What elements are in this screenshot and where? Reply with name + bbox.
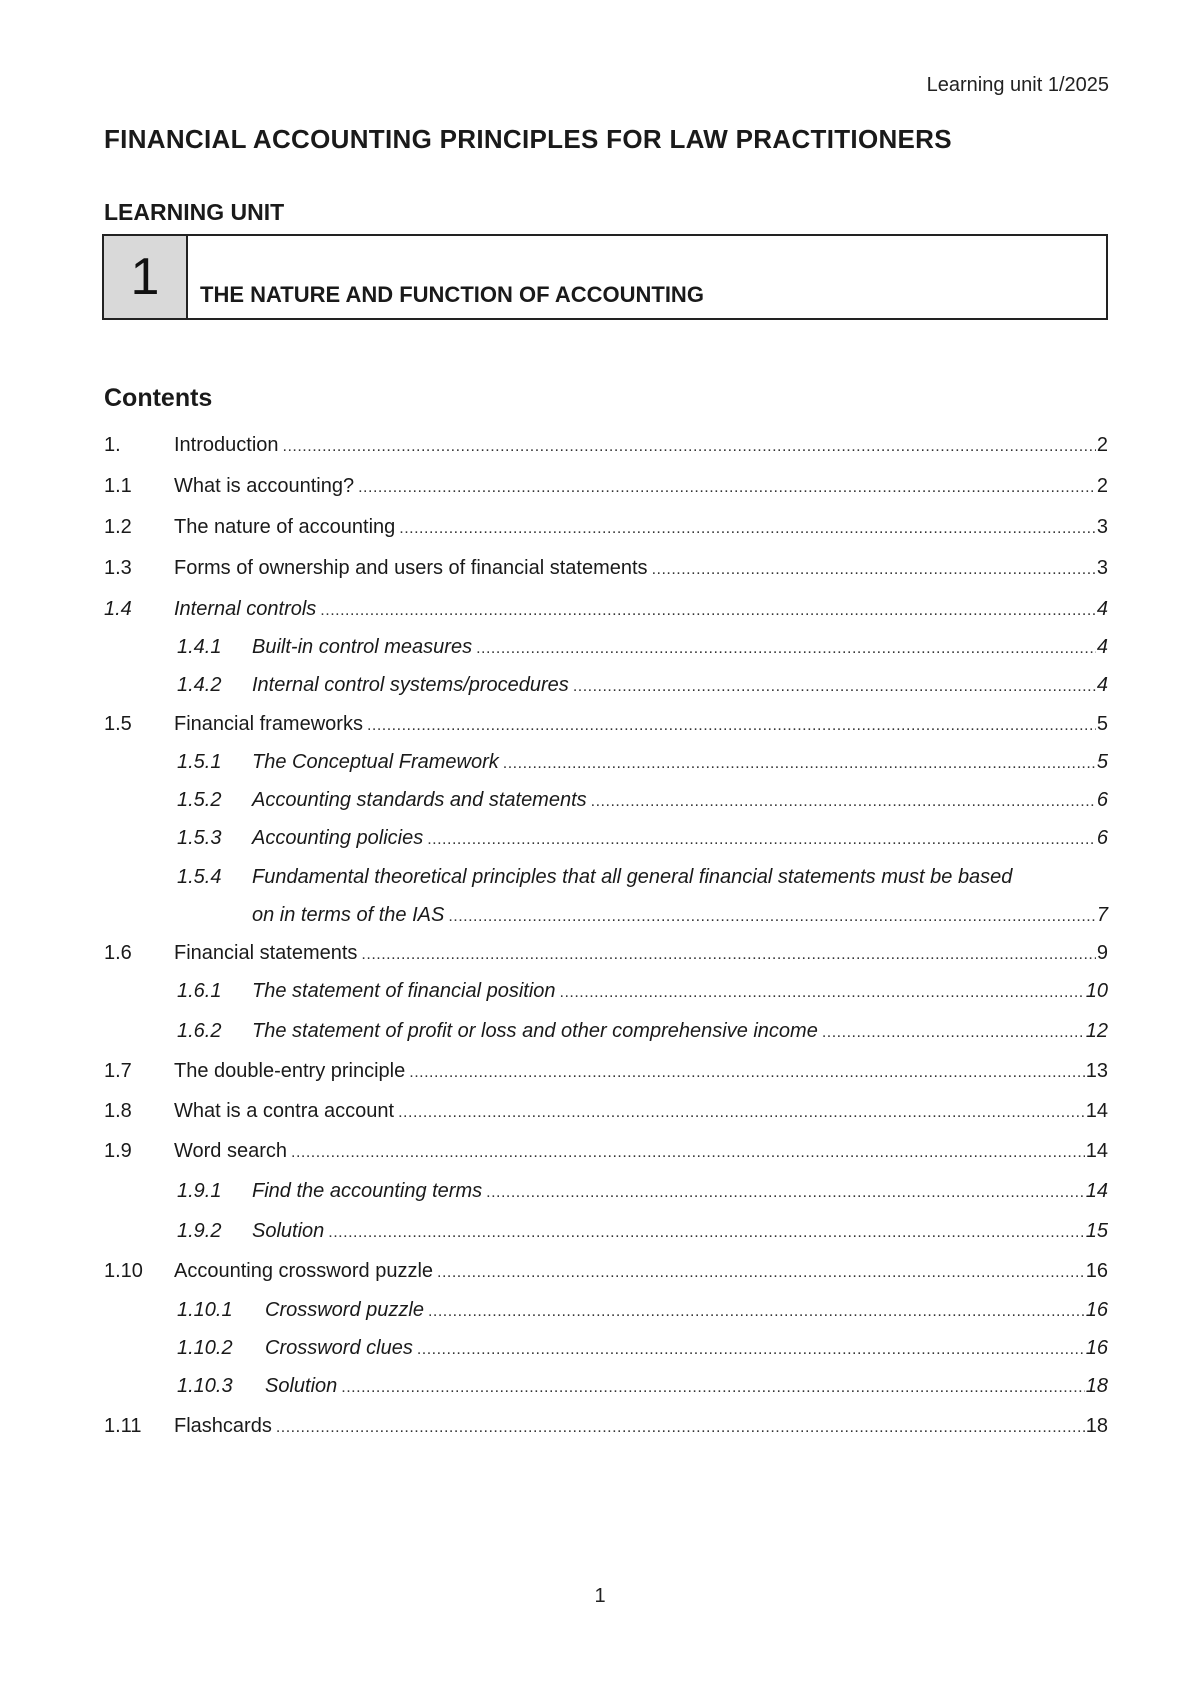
toc-number: 1.2: [104, 516, 132, 538]
toc-title: Fundamental theoretical principles that all general financial statements must be based: [252, 866, 1013, 888]
dot-leader: [417, 1335, 1085, 1365]
toc-page: 16: [1085, 1260, 1108, 1282]
toc-title: Flashcards: [174, 1415, 272, 1437]
toc-number: 1.8: [104, 1100, 132, 1122]
toc-entry[interactable]: [104, 594, 1108, 624]
toc-page: 6: [1096, 789, 1108, 811]
toc-entry[interactable]: [104, 670, 1108, 700]
toc-entry[interactable]: [104, 1056, 1108, 1086]
toc-number: 1.: [104, 434, 121, 456]
running-header: Learning unit 1/2025: [926, 74, 1109, 96]
toc-title: Introduction: [174, 434, 279, 456]
dot-leader: [560, 978, 1085, 1008]
document-title: FINANCIAL ACCOUNTING PRINCIPLES FOR LAW PRACTITIONERS: [104, 124, 952, 154]
toc-number: 1.7: [104, 1060, 132, 1082]
dot-leader: [476, 634, 1096, 664]
toc-number: 1.6: [104, 942, 132, 964]
toc-entry[interactable]: [104, 1016, 1108, 1046]
toc-entry[interactable]: [104, 1295, 1108, 1325]
toc-page: 3: [1096, 557, 1108, 579]
dot-leader: [652, 555, 1096, 585]
toc-page: 16: [1085, 1299, 1108, 1321]
toc-entry[interactable]: [104, 1176, 1108, 1206]
toc-number: 1.3: [104, 557, 132, 579]
toc-entry[interactable]: [104, 862, 1108, 930]
toc-number: 1.9.1: [177, 1180, 222, 1202]
toc-page: 4: [1096, 636, 1108, 658]
toc-page: 2: [1096, 434, 1108, 456]
toc-page: 7: [1096, 904, 1108, 926]
toc-title: Word search: [174, 1140, 288, 1162]
page-number: 1: [594, 1585, 606, 1607]
dot-leader: [428, 1297, 1085, 1327]
toc-title: Forms of ownership and users of financial statements: [174, 557, 648, 579]
toc-title: Financial frameworks: [174, 713, 363, 735]
toc-title: Solution: [252, 1220, 325, 1242]
toc-number: 1.4.1: [177, 636, 222, 658]
toc-entry[interactable]: [104, 1411, 1108, 1441]
learning-unit-box: [102, 234, 1108, 320]
dot-leader: [328, 1218, 1084, 1248]
toc-page: 9: [1096, 942, 1108, 964]
toc-number: 1.10: [104, 1260, 143, 1282]
toc-title: Find the accounting terms: [252, 1180, 483, 1202]
toc-entry[interactable]: [104, 747, 1108, 777]
toc-entry[interactable]: [104, 785, 1108, 815]
dot-leader: [320, 596, 1096, 626]
toc-number: 1.4: [104, 598, 132, 620]
dot-leader: [276, 1413, 1085, 1443]
toc-number: 1.9: [104, 1140, 132, 1162]
dot-leader: [437, 1258, 1085, 1288]
toc-title: Internal control systems/procedures: [252, 674, 569, 696]
toc-page: 5: [1096, 713, 1108, 735]
toc-title: Internal controls: [174, 598, 317, 620]
toc-entry[interactable]: [104, 512, 1108, 542]
toc-page: 14: [1085, 1180, 1108, 1202]
toc-page: 15: [1085, 1220, 1108, 1242]
dot-leader: [341, 1373, 1084, 1403]
toc-entry[interactable]: [104, 430, 1108, 460]
dot-leader: [591, 787, 1096, 817]
toc-title: The nature of accounting: [174, 516, 396, 538]
toc-page: 14: [1085, 1140, 1108, 1162]
toc-title: Crossword puzzle: [265, 1299, 424, 1321]
toc-page: 4: [1096, 598, 1108, 620]
dot-leader: [367, 711, 1096, 741]
toc-page: 10: [1085, 980, 1108, 1002]
toc-number: 1.5.1: [177, 751, 222, 773]
toc-number: 1.1: [104, 475, 132, 497]
toc-title: The double-entry principle: [174, 1060, 406, 1082]
toc-page: 18: [1085, 1415, 1108, 1437]
dot-leader: [283, 432, 1096, 462]
toc-title: The statement of financial position: [252, 980, 556, 1002]
dot-leader: [358, 473, 1096, 503]
dot-leader: [291, 1138, 1085, 1168]
toc-entry[interactable]: [104, 709, 1108, 739]
toc-entry[interactable]: [104, 976, 1108, 1006]
toc-number: 1.6.1: [177, 980, 222, 1002]
toc-entry[interactable]: [104, 1136, 1108, 1166]
toc-number: 1.10.3: [177, 1375, 233, 1397]
toc-entry[interactable]: [104, 471, 1108, 501]
toc-page: 14: [1085, 1100, 1108, 1122]
toc-page: 6: [1096, 827, 1108, 849]
toc-entry[interactable]: [104, 938, 1108, 968]
toc-entry[interactable]: [104, 1371, 1108, 1401]
dot-leader: [427, 825, 1096, 855]
toc-entry[interactable]: [104, 1216, 1108, 1246]
toc-title: The Conceptual Framework: [252, 751, 499, 773]
toc-page: 18: [1085, 1375, 1108, 1397]
dot-leader: [503, 749, 1096, 779]
toc-entry[interactable]: [104, 553, 1108, 583]
toc-page: 3: [1096, 516, 1108, 538]
learning-unit-title: THE NATURE AND FUNCTION OF ACCOUNTING: [200, 282, 704, 307]
toc-number: 1.10.2: [177, 1337, 233, 1359]
toc-entry[interactable]: [104, 1333, 1108, 1363]
dot-leader: [398, 1098, 1085, 1128]
toc-page: 12: [1085, 1020, 1108, 1042]
toc-number: 1.4.2: [177, 674, 222, 696]
dot-leader: [361, 940, 1095, 970]
toc-number: 1.5.3: [177, 827, 222, 849]
dot-leader: [409, 1058, 1085, 1088]
toc-number: 1.10.1: [177, 1299, 233, 1321]
toc-title: Solution: [265, 1375, 338, 1397]
toc-title-continued: on in terms of the IAS: [252, 904, 445, 926]
toc-entry[interactable]: [104, 823, 1108, 853]
toc-number: 1.5.2: [177, 789, 222, 811]
toc-title: Accounting policies: [252, 827, 424, 849]
toc-number: 1.9.2: [177, 1220, 222, 1242]
dot-leader: [573, 672, 1096, 702]
toc-entry[interactable]: [104, 1256, 1108, 1286]
contents-heading: Contents: [104, 384, 213, 412]
toc-title: What is accounting?: [174, 475, 355, 497]
toc-title: Accounting crossword puzzle: [174, 1260, 434, 1282]
toc-number: 1.6.2: [177, 1020, 222, 1042]
dot-leader: [822, 1018, 1085, 1048]
toc-title: Crossword clues: [265, 1337, 413, 1359]
toc-entry[interactable]: [104, 1096, 1108, 1126]
toc-page: 16: [1085, 1337, 1108, 1359]
dot-leader: [448, 902, 1096, 932]
toc-title: What is a contra account: [174, 1100, 395, 1122]
toc-title: Financial statements: [174, 942, 358, 964]
toc-number: 1.5: [104, 713, 132, 735]
toc-page: 2: [1096, 475, 1108, 497]
toc-number: 1.11: [104, 1415, 142, 1437]
toc-page: 13: [1085, 1060, 1108, 1082]
toc-title: The statement of profit or loss and other comprehensive income: [252, 1020, 818, 1042]
dot-leader: [486, 1178, 1085, 1208]
toc-title: Built-in control measures: [252, 636, 473, 658]
toc-entry[interactable]: [104, 632, 1108, 662]
toc-page: 5: [1096, 751, 1108, 773]
learning-unit-label: LEARNING UNIT: [104, 199, 285, 225]
toc-page: 4: [1096, 674, 1108, 696]
learning-unit-number: 1: [104, 236, 188, 318]
toc-title: Accounting standards and statements: [252, 789, 587, 811]
dot-leader: [399, 514, 1096, 544]
toc-number: 1.5.4: [177, 866, 222, 888]
